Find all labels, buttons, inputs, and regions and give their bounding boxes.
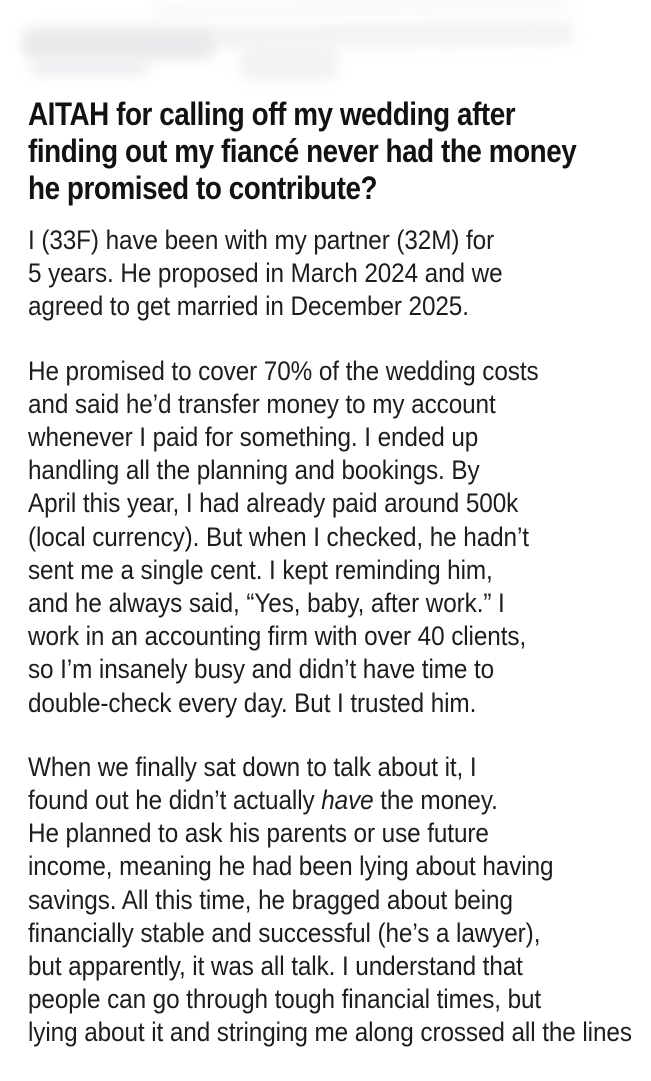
post-text-line: but apparently, it was all talk. I understand that: [28, 951, 523, 982]
post-text-line: [28, 784, 568, 817]
post-text-line: April this year, I had already paid around 500k: [28, 488, 519, 519]
post-text-line: and said he’d transfer money to my account: [28, 388, 496, 419]
redacted-top-strip: [150, 0, 570, 17]
post-text-line: savings. All this time, he bragged about being: [28, 884, 513, 915]
post-text-line: and he always said, “Yes, baby, after work.” I: [28, 588, 505, 619]
redacted-header-blob: [240, 46, 338, 80]
post-title-line: AITAH for calling off my wedding after: [28, 96, 516, 132]
post-text-line: sent me a single cent. I kept reminding him,: [28, 554, 493, 585]
post-text-line: I (33F) have been with my partner (32M) for: [28, 225, 495, 255]
italic-text-segment: have: [321, 785, 374, 816]
post-text-line: income, meaning he had been lying about having: [28, 851, 554, 882]
post-paragraph-2: [28, 355, 628, 720]
post-body: [28, 96, 632, 1081]
post-text-line: so I’m insanely busy and didn’t have time to: [28, 654, 495, 685]
redacted-post-meta: [30, 58, 148, 76]
post-text-line: (local currency). But when I checked, he hadn’t: [28, 521, 529, 552]
post-title: [28, 96, 628, 207]
text-segment: found out he didn’t actually: [28, 785, 322, 816]
post-text-line: double-check every day. But I trusted him.: [28, 687, 477, 718]
post-text-line-clipped: lying about it and stringing me along crossed all the lines: [28, 1017, 632, 1048]
post-paragraph-1: [28, 224, 628, 324]
post-title-line: he promised to contribute?: [28, 170, 378, 206]
post-title-line: finding out my fiancé never had the money: [28, 133, 577, 169]
post-text-line: agreed to get married in December 2025.: [28, 291, 469, 322]
redacted-subreddit-name: [24, 30, 214, 60]
post-text-line: whenever I paid for something. I ended up: [28, 422, 479, 453]
post-text-line: 5 years. He proposed in March 2024 and we: [28, 258, 503, 289]
post-text-line: He promised to cover 70% of the wedding costs: [28, 355, 539, 386]
post-text-line: work in an accounting firm with over 40 clients,: [28, 621, 527, 652]
post-paragraph-3: [28, 751, 632, 1050]
post-text-line: financially stable and successful (he’s a lawyer),: [28, 917, 541, 948]
post-text-line: people can go through tough financial times, but: [28, 984, 542, 1015]
post-text-line: When we finally sat down to talk about it, I: [28, 751, 477, 782]
post-text-line: He planned to ask his parents or use future: [28, 818, 489, 849]
post-text-line: handling all the planning and bookings. By: [28, 455, 480, 486]
redacted-header-row: [22, 21, 574, 51]
text-segment: the money.: [373, 785, 498, 816]
